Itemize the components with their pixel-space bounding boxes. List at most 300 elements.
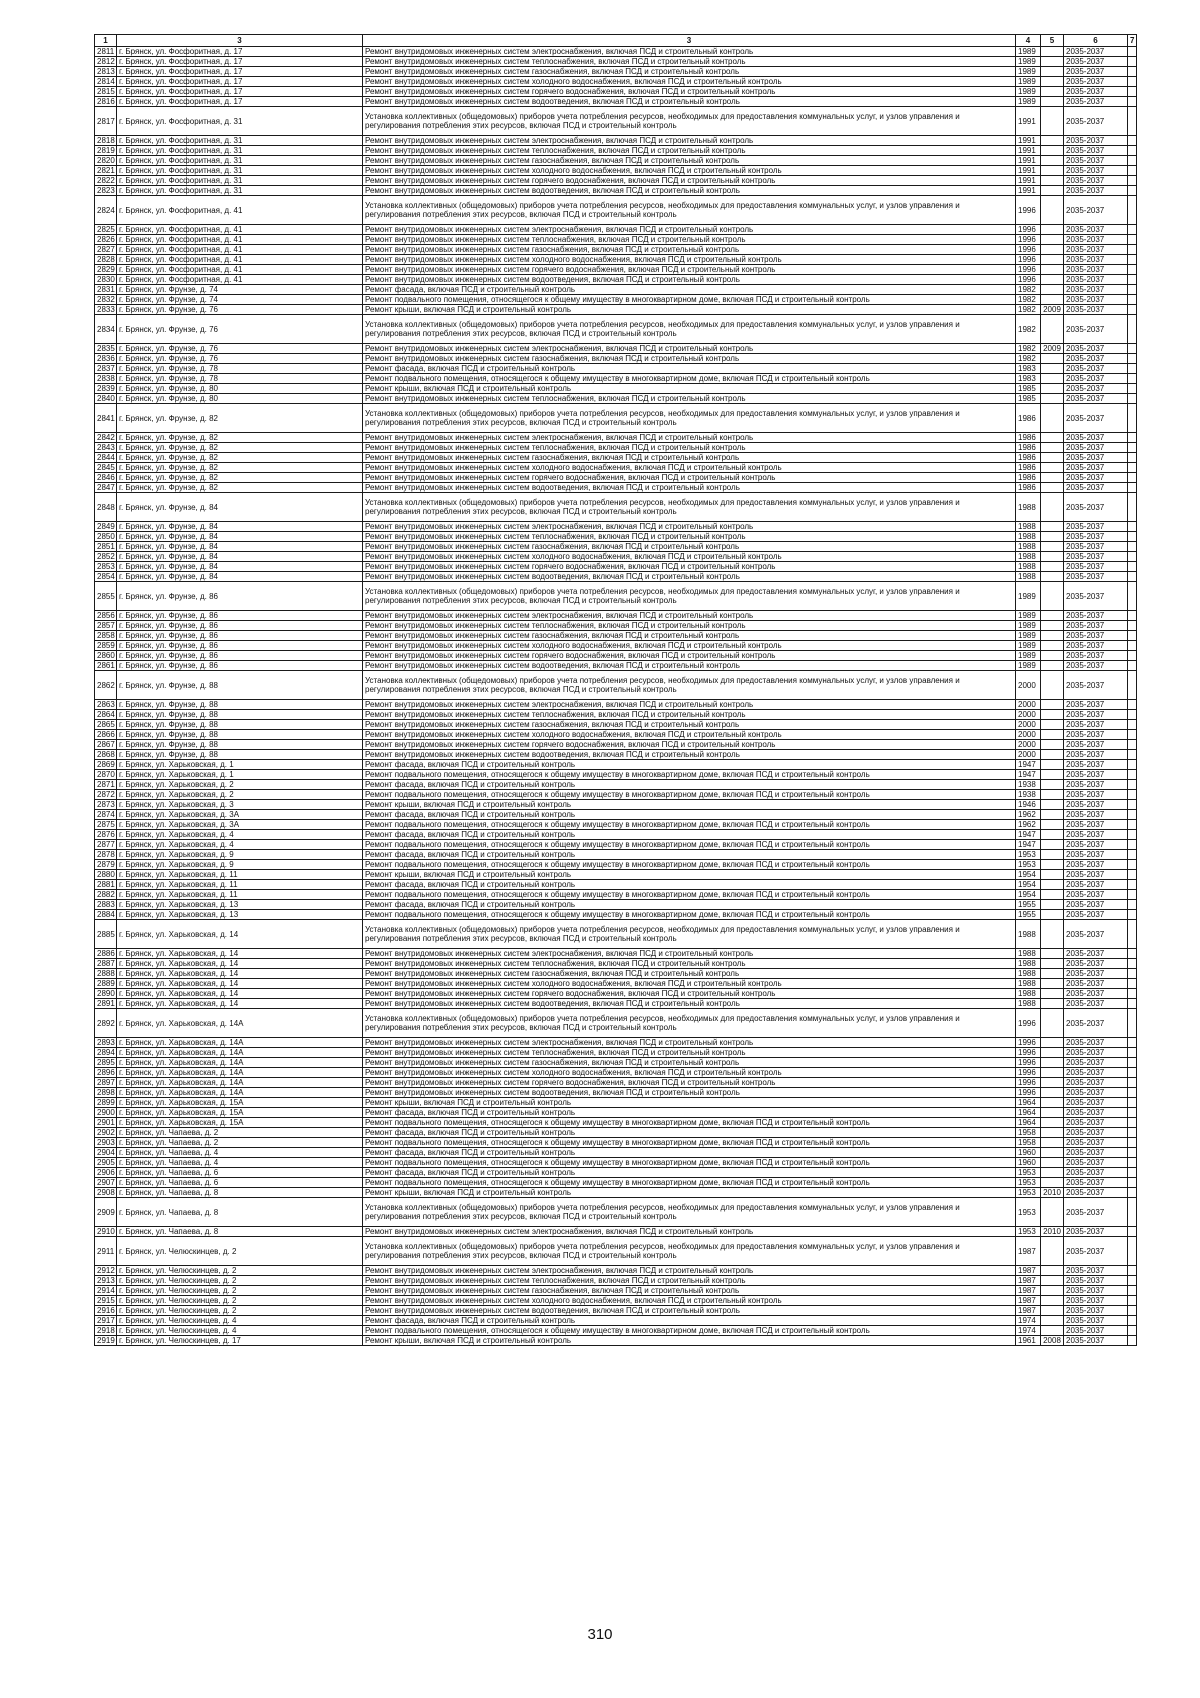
table-row (95, 354, 1137, 364)
build-year-cell: 1996 (1016, 225, 1041, 235)
work-description-cell: Ремонт внутридомовых инженерных систем водоотведения, включая ПСД и строительный контроль (363, 572, 1016, 582)
header-cell-3: 3 (363, 35, 1016, 47)
last-repair-year-cell (1041, 979, 1064, 989)
planned-period-cell: 2035-2037 (1064, 810, 1128, 820)
notes-cell (1128, 730, 1137, 740)
address-cell: г. Брянск, ул. Фрунзе, д. 88 (117, 720, 363, 730)
planned-period-cell: 2035-2037 (1064, 611, 1128, 621)
planned-period-cell: 2035-2037 (1064, 354, 1128, 364)
table-row (95, 344, 1137, 354)
build-year-cell: 1988 (1016, 552, 1041, 562)
work-description-cell: Ремонт внутридомовых инженерных систем горячего водоснабжения, включая ПСД и строительный контроль (363, 265, 1016, 275)
address-cell: г. Брянск, ул. Харьковская, д. 1 (117, 760, 363, 770)
row-number-cell: 2887 (95, 959, 117, 969)
build-year-cell: 1989 (1016, 67, 1041, 77)
header-cell-7: 7 (1128, 35, 1137, 47)
build-year-cell: 1982 (1016, 354, 1041, 364)
row-number-cell: 2914 (95, 1286, 117, 1296)
build-year-cell: 1988 (1016, 493, 1041, 522)
table-row (95, 1188, 1137, 1198)
last-repair-year-cell (1041, 760, 1064, 770)
row-number-cell: 2875 (95, 820, 117, 830)
notes-cell (1128, 651, 1137, 661)
row-number-cell: 2851 (95, 542, 117, 552)
table-row (95, 661, 1137, 671)
last-repair-year-cell: 2010 (1041, 1188, 1064, 1198)
last-repair-year-cell (1041, 1326, 1064, 1336)
last-repair-year-cell (1041, 1296, 1064, 1306)
row-number-cell: 2814 (95, 77, 117, 87)
planned-period-cell: 2035-2037 (1064, 830, 1128, 840)
last-repair-year-cell (1041, 384, 1064, 394)
table-row (95, 572, 1137, 582)
planned-period-cell: 2035-2037 (1064, 463, 1128, 473)
table-row (95, 552, 1137, 562)
table-row (95, 305, 1137, 315)
work-description-cell: Ремонт внутридомовых инженерных систем теплоснабжения, включая ПСД и строительный контроль (363, 1048, 1016, 1058)
address-cell: г. Брянск, ул. Фрунзе, д. 82 (117, 483, 363, 493)
address-cell: г. Брянск, ул. Харьковская, д. 4 (117, 840, 363, 850)
table-row (95, 810, 1137, 820)
table-row (95, 166, 1137, 176)
work-description-cell: Ремонт подвального помещения, относящегося к общему имуществу в многоквартирном доме, включая ПСД и строительный контроль (363, 790, 1016, 800)
row-number-cell: 2842 (95, 433, 117, 443)
notes-cell (1128, 245, 1137, 255)
planned-period-cell: 2035-2037 (1064, 1276, 1128, 1286)
address-cell: г. Брянск, ул. Харьковская, д. 14 (117, 979, 363, 989)
table-row (95, 959, 1137, 969)
notes-cell (1128, 830, 1137, 840)
address-cell: г. Брянск, ул. Харьковская, д. 13 (117, 900, 363, 910)
row-number-cell: 2836 (95, 354, 117, 364)
build-year-cell: 1989 (1016, 57, 1041, 67)
notes-cell (1128, 740, 1137, 750)
row-number-cell: 2818 (95, 136, 117, 146)
planned-period-cell: 2035-2037 (1064, 532, 1128, 542)
last-repair-year-cell (1041, 1118, 1064, 1128)
notes-cell (1128, 344, 1137, 354)
row-number-cell: 2885 (95, 920, 117, 949)
planned-period-cell: 2035-2037 (1064, 146, 1128, 156)
notes-cell (1128, 483, 1137, 493)
last-repair-year-cell (1041, 156, 1064, 166)
address-cell: г. Брянск, ул. Чапаева, д. 8 (117, 1227, 363, 1237)
notes-cell (1128, 67, 1137, 77)
table-row (95, 186, 1137, 196)
build-year-cell: 1996 (1016, 265, 1041, 275)
notes-cell (1128, 1336, 1137, 1346)
work-description-cell: Ремонт внутридомовых инженерных систем газоснабжения, включая ПСД и строительный контроль (363, 1058, 1016, 1068)
planned-period-cell: 2035-2037 (1064, 255, 1128, 265)
last-repair-year-cell (1041, 315, 1064, 344)
work-description-cell: Ремонт внутридомовых инженерных систем теплоснабжения, включая ПСД и строительный контроль (363, 57, 1016, 67)
work-description-cell: Установка коллективных (общедомовых) приборов учета потребления ресурсов, необходимых для предоставления коммунальных услуг, и узлов управления и регулирования потребления этих ресурсов, включая ПСД и строительный контроль (363, 196, 1016, 225)
build-year-cell: 1960 (1016, 1158, 1041, 1168)
work-description-cell: Ремонт внутридомовых инженерных систем газоснабжения, включая ПСД и строительный контроль (363, 631, 1016, 641)
planned-period-cell: 2035-2037 (1064, 473, 1128, 483)
last-repair-year-cell (1041, 285, 1064, 295)
row-number-cell: 2880 (95, 870, 117, 880)
work-description-cell: Ремонт внутридомовых инженерных систем горячего водоснабжения, включая ПСД и строительный контроль (363, 473, 1016, 483)
work-description-cell: Ремонт внутридомовых инженерных систем электроснабжения, включая ПСД и строительный контроль (363, 47, 1016, 57)
build-year-cell: 1991 (1016, 107, 1041, 136)
row-number-cell: 2827 (95, 245, 117, 255)
address-cell: г. Брянск, ул. Фосфоритная, д. 41 (117, 235, 363, 245)
work-description-cell: Ремонт внутридомовых инженерных систем электроснабжения, включая ПСД и строительный контроль (363, 136, 1016, 146)
planned-period-cell: 2035-2037 (1064, 1326, 1128, 1336)
work-description-cell: Установка коллективных (общедомовых) приборов учета потребления ресурсов, необходимых для предоставления коммунальных услуг, и узлов управления и регулирования потребления этих ресурсов, включая ПСД и строительный контроль (363, 1009, 1016, 1038)
address-cell: г. Брянск, ул. Харьковская, д. 4 (117, 830, 363, 840)
table-row (95, 979, 1137, 989)
planned-period-cell: 2035-2037 (1064, 621, 1128, 631)
work-description-cell: Ремонт внутридомовых инженерных систем водоотведения, включая ПСД и строительный контроль (363, 97, 1016, 107)
address-cell: г. Брянск, ул. Харьковская, д. 9 (117, 860, 363, 870)
header-cell-6: 6 (1064, 35, 1128, 47)
address-cell: г. Брянск, ул. Фрунзе, д. 86 (117, 621, 363, 631)
build-year-cell: 1964 (1016, 1118, 1041, 1128)
last-repair-year-cell (1041, 1276, 1064, 1286)
last-repair-year-cell (1041, 959, 1064, 969)
address-cell: г. Брянск, ул. Фрунзе, д. 78 (117, 374, 363, 384)
table-row (95, 1098, 1137, 1108)
row-number-cell: 2850 (95, 532, 117, 542)
table-row (95, 146, 1137, 156)
table-row (95, 780, 1137, 790)
work-description-cell: Ремонт фасада, включая ПСД и строительный контроль (363, 900, 1016, 910)
planned-period-cell: 2035-2037 (1064, 870, 1128, 880)
last-repair-year-cell (1041, 295, 1064, 305)
address-cell: г. Брянск, ул. Челюскинцев, д. 2 (117, 1286, 363, 1296)
notes-cell (1128, 1158, 1137, 1168)
last-repair-year-cell (1041, 1286, 1064, 1296)
planned-period-cell: 2035-2037 (1064, 1158, 1128, 1168)
last-repair-year-cell (1041, 354, 1064, 364)
work-description-cell: Ремонт внутридомовых инженерных систем теплоснабжения, включая ПСД и строительный контроль (363, 1276, 1016, 1286)
last-repair-year-cell (1041, 740, 1064, 750)
notes-cell (1128, 870, 1137, 880)
last-repair-year-cell (1041, 720, 1064, 730)
build-year-cell: 1946 (1016, 800, 1041, 810)
notes-cell (1128, 850, 1137, 860)
notes-cell (1128, 305, 1137, 315)
table-row (95, 225, 1137, 235)
planned-period-cell: 2035-2037 (1064, 860, 1128, 870)
address-cell: г. Брянск, ул. Харьковская, д. 11 (117, 880, 363, 890)
address-cell: г. Брянск, ул. Фрунзе, д. 88 (117, 730, 363, 740)
last-repair-year-cell (1041, 483, 1064, 493)
build-year-cell: 1996 (1016, 1048, 1041, 1058)
row-number-cell: 2866 (95, 730, 117, 740)
row-number-cell: 2888 (95, 969, 117, 979)
row-number-cell: 2892 (95, 1009, 117, 1038)
notes-cell (1128, 1276, 1137, 1286)
planned-period-cell: 2035-2037 (1064, 166, 1128, 176)
row-number-cell: 2883 (95, 900, 117, 910)
build-year-cell: 1987 (1016, 1286, 1041, 1296)
last-repair-year-cell (1041, 374, 1064, 384)
address-cell: г. Брянск, ул. Чапаева, д. 2 (117, 1138, 363, 1148)
planned-period-cell: 2035-2037 (1064, 562, 1128, 572)
work-description-cell: Ремонт фасада, включая ПСД и строительный контроль (363, 810, 1016, 820)
notes-cell (1128, 710, 1137, 720)
last-repair-year-cell (1041, 641, 1064, 651)
table-body (95, 47, 1137, 1346)
table-row (95, 860, 1137, 870)
last-repair-year-cell (1041, 900, 1064, 910)
address-cell: г. Брянск, ул. Харьковская, д. 14А (117, 1009, 363, 1038)
work-description-cell: Ремонт внутридомовых инженерных систем холодного водоснабжения, включая ПСД и строительный контроль (363, 1068, 1016, 1078)
last-repair-year-cell (1041, 651, 1064, 661)
planned-period-cell: 2035-2037 (1064, 453, 1128, 463)
work-description-cell: Установка коллективных (общедомовых) приборов учета потребления ресурсов, необходимых для предоставления коммунальных услуг, и узлов управления и регулирования потребления этих ресурсов, включая ПСД и строительный контроль (363, 920, 1016, 949)
work-description-cell: Ремонт крыши, включая ПСД и строительный контроль (363, 1188, 1016, 1198)
build-year-cell: 1987 (1016, 1237, 1041, 1266)
table-row (95, 1286, 1137, 1296)
work-description-cell: Ремонт внутридомовых инженерных систем теплоснабжения, включая ПСД и строительный контроль (363, 394, 1016, 404)
last-repair-year-cell (1041, 1068, 1064, 1078)
address-cell: г. Брянск, ул. Харьковская, д. 3 (117, 800, 363, 810)
build-year-cell: 1986 (1016, 433, 1041, 443)
last-repair-year-cell (1041, 1038, 1064, 1048)
address-cell: г. Брянск, ул. Чапаева, д. 8 (117, 1188, 363, 1198)
address-cell: г. Брянск, ул. Фрунзе, д. 82 (117, 473, 363, 483)
build-year-cell: 1988 (1016, 969, 1041, 979)
address-cell: г. Брянск, ул. Харьковская, д. 14А (117, 1068, 363, 1078)
address-cell: г. Брянск, ул. Фрунзе, д. 88 (117, 710, 363, 720)
last-repair-year-cell (1041, 97, 1064, 107)
table-row (95, 295, 1137, 305)
address-cell: г. Брянск, ул. Фосфоритная, д. 31 (117, 176, 363, 186)
address-cell: г. Брянск, ул. Челюскинцев, д. 17 (117, 1336, 363, 1346)
header-cell-2: 3 (117, 35, 363, 47)
address-cell: г. Брянск, ул. Фрунзе, д. 86 (117, 582, 363, 611)
last-repair-year-cell (1041, 1237, 1064, 1266)
last-repair-year-cell (1041, 989, 1064, 999)
address-cell: г. Брянск, ул. Харьковская, д. 13 (117, 910, 363, 920)
work-description-cell: Ремонт подвального помещения, относящегося к общему имуществу в многоквартирном доме, включая ПСД и строительный контроль (363, 1158, 1016, 1168)
address-cell: г. Брянск, ул. Фрунзе, д. 88 (117, 671, 363, 700)
planned-period-cell: 2035-2037 (1064, 57, 1128, 67)
last-repair-year-cell (1041, 671, 1064, 700)
last-repair-year-cell (1041, 1048, 1064, 1058)
notes-cell (1128, 790, 1137, 800)
address-cell: г. Брянск, ул. Фрунзе, д. 86 (117, 651, 363, 661)
address-cell: г. Брянск, ул. Фрунзе, д. 82 (117, 433, 363, 443)
work-description-cell: Ремонт внутридомовых инженерных систем газоснабжения, включая ПСД и строительный контроль (363, 720, 1016, 730)
address-cell: г. Брянск, ул. Харьковская, д. 14 (117, 999, 363, 1009)
planned-period-cell: 2035-2037 (1064, 225, 1128, 235)
planned-period-cell: 2035-2037 (1064, 97, 1128, 107)
work-description-cell: Ремонт внутридомовых инженерных систем холодного водоснабжения, включая ПСД и строительный контроль (363, 730, 1016, 740)
work-description-cell: Ремонт внутридомовых инженерных систем теплоснабжения, включая ПСД и строительный контроль (363, 710, 1016, 720)
row-number-cell: 2815 (95, 87, 117, 97)
work-description-cell: Установка коллективных (общедомовых) приборов учета потребления ресурсов, необходимых для предоставления коммунальных услуг, и узлов управления и регулирования потребления этих ресурсов, включая ПСД и строительный контроль (363, 404, 1016, 433)
build-year-cell: 1988 (1016, 920, 1041, 949)
planned-period-cell: 2035-2037 (1064, 1198, 1128, 1227)
planned-period-cell: 2035-2037 (1064, 840, 1128, 850)
address-cell: г. Брянск, ул. Фосфоритная, д. 41 (117, 275, 363, 285)
last-repair-year-cell (1041, 433, 1064, 443)
row-number-cell: 2826 (95, 235, 117, 245)
last-repair-year-cell (1041, 790, 1064, 800)
build-year-cell: 2000 (1016, 671, 1041, 700)
notes-cell (1128, 265, 1137, 275)
planned-period-cell: 2035-2037 (1064, 890, 1128, 900)
address-cell: г. Брянск, ул. Харьковская, д. 14А (117, 1088, 363, 1098)
notes-cell (1128, 97, 1137, 107)
build-year-cell: 1989 (1016, 97, 1041, 107)
last-repair-year-cell (1041, 800, 1064, 810)
address-cell: г. Брянск, ул. Харьковская, д. 15А (117, 1108, 363, 1118)
last-repair-year-cell (1041, 166, 1064, 176)
last-repair-year-cell (1041, 710, 1064, 720)
build-year-cell: 1989 (1016, 641, 1041, 651)
notes-cell (1128, 225, 1137, 235)
work-description-cell: Ремонт внутридомовых инженерных систем газоснабжения, включая ПСД и строительный контроль (363, 354, 1016, 364)
last-repair-year-cell (1041, 820, 1064, 830)
table-row (95, 760, 1137, 770)
planned-period-cell: 2035-2037 (1064, 1098, 1128, 1108)
planned-period-cell: 2035-2037 (1064, 1068, 1128, 1078)
build-year-cell: 1985 (1016, 394, 1041, 404)
last-repair-year-cell (1041, 77, 1064, 87)
row-number-cell: 2915 (95, 1296, 117, 1306)
work-description-cell: Ремонт фасада, включая ПСД и строительный контроль (363, 780, 1016, 790)
table-header-row (95, 35, 1137, 47)
work-description-cell: Ремонт внутридомовых инженерных систем водоотведения, включая ПСД и строительный контроль (363, 186, 1016, 196)
table-row (95, 820, 1137, 830)
notes-cell (1128, 552, 1137, 562)
table-row (95, 1306, 1137, 1316)
last-repair-year-cell (1041, 572, 1064, 582)
work-description-cell: Установка коллективных (общедомовых) приборов учета потребления ресурсов, необходимых для предоставления коммунальных услуг, и узлов управления и регулирования потребления этих ресурсов, включая ПСД и строительный контроль (363, 315, 1016, 344)
row-number-cell: 2817 (95, 107, 117, 136)
row-number-cell: 2861 (95, 661, 117, 671)
planned-period-cell: 2035-2037 (1064, 920, 1128, 949)
planned-period-cell: 2035-2037 (1064, 1088, 1128, 1098)
row-number-cell: 2867 (95, 740, 117, 750)
address-cell: г. Брянск, ул. Челюскинцев, д. 4 (117, 1326, 363, 1336)
work-description-cell: Ремонт внутридомовых инженерных систем газоснабжения, включая ПСД и строительный контроль (363, 1286, 1016, 1296)
planned-period-cell: 2035-2037 (1064, 156, 1128, 166)
planned-period-cell: 2035-2037 (1064, 1266, 1128, 1276)
address-cell: г. Брянск, ул. Харьковская, д. 14 (117, 959, 363, 969)
build-year-cell: 2000 (1016, 710, 1041, 720)
work-description-cell: Ремонт подвального помещения, относящегося к общему имуществу в многоквартирном доме, включая ПСД и строительный контроль (363, 374, 1016, 384)
address-cell: г. Брянск, ул. Фосфоритная, д. 17 (117, 67, 363, 77)
build-year-cell: 1991 (1016, 166, 1041, 176)
row-number-cell: 2823 (95, 186, 117, 196)
row-number-cell: 2822 (95, 176, 117, 186)
last-repair-year-cell (1041, 810, 1064, 820)
last-repair-year-cell (1041, 999, 1064, 1009)
table-row (95, 671, 1137, 700)
table-row (95, 235, 1137, 245)
last-repair-year-cell (1041, 1108, 1064, 1118)
table-row (95, 136, 1137, 146)
build-year-cell: 1996 (1016, 1058, 1041, 1068)
table-row (95, 1088, 1137, 1098)
notes-cell (1128, 453, 1137, 463)
row-number-cell: 2863 (95, 700, 117, 710)
row-number-cell: 2894 (95, 1048, 117, 1058)
build-year-cell: 1989 (1016, 77, 1041, 87)
row-number-cell: 2912 (95, 1266, 117, 1276)
notes-cell (1128, 87, 1137, 97)
build-year-cell: 1986 (1016, 453, 1041, 463)
address-cell: г. Брянск, ул. Чапаева, д. 8 (117, 1198, 363, 1227)
row-number-cell: 2849 (95, 522, 117, 532)
notes-cell (1128, 582, 1137, 611)
build-year-cell: 1991 (1016, 146, 1041, 156)
work-description-cell: Ремонт крыши, включая ПСД и строительный контроль (363, 1336, 1016, 1346)
work-description-cell: Ремонт внутридомовых инженерных систем теплоснабжения, включая ПСД и строительный контроль (363, 146, 1016, 156)
planned-period-cell: 2035-2037 (1064, 750, 1128, 760)
planned-period-cell: 2035-2037 (1064, 394, 1128, 404)
notes-cell (1128, 364, 1137, 374)
notes-cell (1128, 443, 1137, 453)
row-number-cell: 2890 (95, 989, 117, 999)
table-row (95, 770, 1137, 780)
row-number-cell: 2865 (95, 720, 117, 730)
build-year-cell: 1958 (1016, 1128, 1041, 1138)
table-row (95, 621, 1137, 631)
planned-period-cell: 2035-2037 (1064, 700, 1128, 710)
row-number-cell: 2831 (95, 285, 117, 295)
planned-period-cell: 2035-2037 (1064, 1148, 1128, 1158)
row-number-cell: 2816 (95, 97, 117, 107)
notes-cell (1128, 47, 1137, 57)
table-row (95, 850, 1137, 860)
work-description-cell: Ремонт внутридомовых инженерных систем электроснабжения, включая ПСД и строительный контроль (363, 949, 1016, 959)
address-cell: г. Брянск, ул. Фосфоритная, д. 31 (117, 186, 363, 196)
notes-cell (1128, 542, 1137, 552)
row-number-cell: 2898 (95, 1088, 117, 1098)
planned-period-cell: 2035-2037 (1064, 542, 1128, 552)
notes-cell (1128, 1068, 1137, 1078)
table-row (95, 522, 1137, 532)
row-number-cell: 2838 (95, 374, 117, 384)
work-description-cell: Ремонт внутридомовых инженерных систем холодного водоснабжения, включая ПСД и строительный контроль (363, 979, 1016, 989)
planned-period-cell: 2035-2037 (1064, 1048, 1128, 1058)
build-year-cell: 1986 (1016, 483, 1041, 493)
table-row (95, 97, 1137, 107)
row-number-cell: 2917 (95, 1316, 117, 1326)
work-description-cell: Ремонт внутридомовых инженерных систем теплоснабжения, включая ПСД и строительный контроль (363, 443, 1016, 453)
table-row (95, 1038, 1137, 1048)
row-number-cell: 2820 (95, 156, 117, 166)
document-table-container (94, 34, 1136, 1346)
address-cell: г. Брянск, ул. Фосфоритная, д. 17 (117, 97, 363, 107)
build-year-cell: 1988 (1016, 542, 1041, 552)
last-repair-year-cell (1041, 1266, 1064, 1276)
build-year-cell: 1962 (1016, 820, 1041, 830)
last-repair-year-cell (1041, 225, 1064, 235)
table-row (95, 1326, 1137, 1336)
build-year-cell: 1996 (1016, 196, 1041, 225)
last-repair-year-cell (1041, 146, 1064, 156)
table-row (95, 453, 1137, 463)
work-description-cell: Ремонт внутридомовых инженерных систем электроснабжения, включая ПСД и строительный контроль (363, 700, 1016, 710)
table-row (95, 910, 1137, 920)
planned-period-cell: 2035-2037 (1064, 1078, 1128, 1088)
last-repair-year-cell (1041, 1168, 1064, 1178)
last-repair-year-cell (1041, 1128, 1064, 1138)
row-number-cell: 2819 (95, 146, 117, 156)
row-number-cell: 2845 (95, 463, 117, 473)
address-cell: г. Брянск, ул. Фрунзе, д. 82 (117, 404, 363, 433)
work-description-cell: Ремонт внутридомовых инженерных систем водоотведения, включая ПСД и строительный контроль (363, 661, 1016, 671)
